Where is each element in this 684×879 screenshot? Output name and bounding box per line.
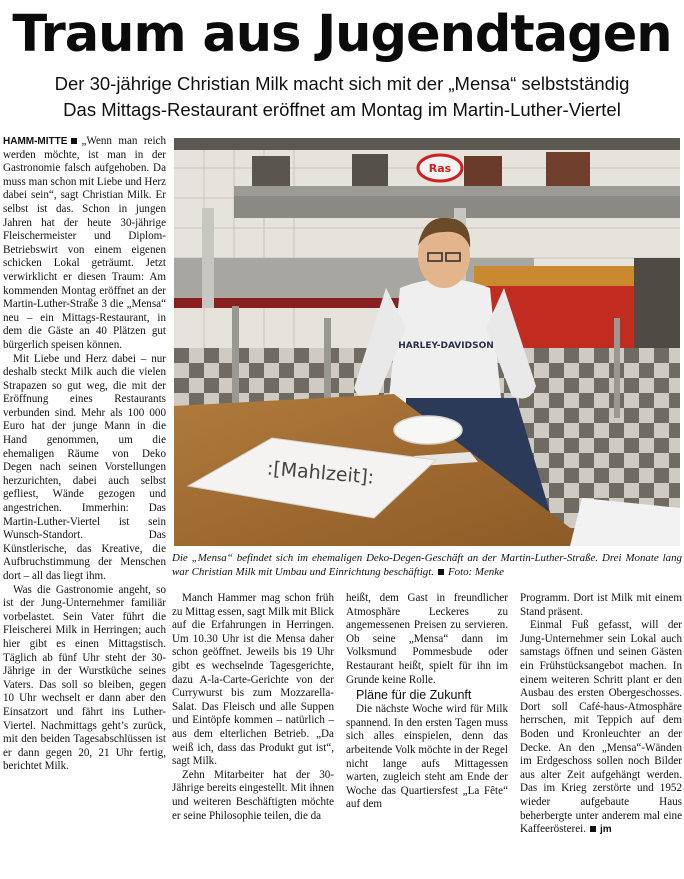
subheadline-2: Das Mittags-Restaurant eröffnet am Montag im Martin-Luther-Viertel [63,99,621,120]
article-column-4 [520,592,682,837]
paragraph: Mit Liebe und Herz dabei – nur deshalb steckt Milk auch die vielen Strapazen so gut weg, die mit der Eröffnung eines Restaurants verbunden sind. Mehr als 100 000 Euro hat der junge Mann in die Hand genommen, um die ehemaligen Räume von Deko Degen nach seinen Vorstellungen herzurichten, dabei auch selbst gefliest, Wände gezogen und angestrichen. Immerhin: Das Martin-Luther-Viertel ist sein Wunsch-Standort. Das Künstlerische, das Kreative, die Aufbruchstimmung der Menschen dort – all das liegt ihm. [3,352,166,582]
article-column-2 [172,592,334,823]
subheadline-1: Der 30-jährige Christian Milk macht sich mit der „Mensa“ selbstständig [54,73,630,94]
square-bullet-icon [590,826,596,832]
article-column-1 [3,135,166,774]
square-bullet-icon [438,569,444,575]
article-photo [174,138,680,546]
dateline: HAMM-MITTE [3,136,68,147]
paragraph: Programm. Dort ist Milk mit einem Stand präsent. [520,592,682,618]
photo-caption: Die „Mensa“ befindet sich im ehemaligen Deko-Degen-Geschäft an der Martin-Luther-Straße. Drei Monate lang war Christian Milk mit Umbau und Einrichtung beschäftigt. Foto: Menke [172,552,682,578]
author-signature: jm [600,824,612,836]
square-bullet-icon [71,138,77,144]
article-column-3 [346,592,508,812]
paragraph: heißt, dem Gast in freundlicher Atmosphäre Leckeres zu angemessenen Preisen zu servieren. Ob seine „Mensa“ dann im Volksmund Pommesbude oder Restaurant heißt, spielt für ihn im Grunde keine Rolle. [346,592,508,686]
paragraph: Die nächste Woche wird für Milk spannend. In den ersten Tagen muss sich alles einspielen, denn das arbeitende Volk möchte in der Regel nicht lange aufs Mittagessen warten, zugleich steht am Ende der Woche das Quartiersfest „La Fête“ auf dem [346,703,508,811]
paragraph: HAMM-MITTE „Wenn man reich werden möchte, ist man in der Gastronomie falsch aufgehoben. Da muss man schon mit Liebe und Herz dabei sein“, sagt Christian Milk. Er selbst ist das. Schon in jungen Jahren hat der heute 30-jährige Fleischermeister und Diplom-Betriebswirt von einem eigenen schicken Lokal geträumt. Jetzt verwirklicht er diesen Traum: Am kommenden Montag eröffnet an der Martin-Luther-Straße 3 die „Mensa“ neu – ein Mittags-Restaurant, in dem die Gäste an 40 Plätzen gut bürgerlich speisen können. [3,135,166,351]
paragraph: Was die Gastronomie angeht, so ist der Jung-Unternehmer familiär vorbelastet. Sein Vater führt die Fleischerei Milk in Herringen; auch hier gibt es einen Mittagstisch. Täglich ab fünf Uhr steht der 30-Jährige in der Wurstküche seines Vaters. Das soll so bleiben, gegen 10 Uhr wechselt er dann aber den Einsatzort und fährt ins Luther-Viertel. Nachmittags geht’s zurück, mit den beiden Tagesabschlüssen ist er dann gegen 20, 21 Uhr fertig, berichtet Milk. [3,583,166,773]
shirt-print: HARLEY-DAVIDSON [398,341,494,351]
ras-logo: Ras [428,162,452,175]
photo-credit: Foto: Menke [447,566,504,578]
mahlzeit-sign: :[Mahlzeit]: [266,457,375,489]
paragraph: Zehn Mitarbeiter hat der 30-Jährige bereits eingestellt. Mit ihnen und weiteren Beschäftigten möchte er seine Philosophie teilen, die da [172,768,334,822]
paragraph: Manch Hammer mag schon früh zu Mittag essen, sagt Milk mit Blick auf die Erfahrungen in Herringen. Um 10.30 Uhr ist die Mensa daher schon geöffnet. Jeweils bis 19 Uhr gibt es wechselnde Tagesgerichte, dazu A-la-Carte-Gerichte von der Currywurst bis zum Mozzarella-Salat. Das Fleisch und alle Suppen und Eintöpfe kommen – natürlich – aus dem elterlichen Betrieb. „Da weiß ich, dass das Produkt gut ist“, sagt Milk. [172,592,334,768]
paragraph: Einmal Fuß gefasst, will der Jung-Unternehmer sein Lokal auch samstags öffnen und seinen Gästen ein Frühstücksangebot machen. In einem weiteren Schritt plant er den Ausbau des ersten Obergeschosses. Dort soll Café-haus-Atmosphäre herrschen, mit Teppich auf dem Boden und Kronleuchter an der Decke. An den „Mensa“-Wänden im Erdgeschoss sollen noch Bilder aus alter Zeit aufgehängt werden. Das im Krieg zerstörte und 1952 wieder aufgebaute Haus beherbergte unter anderem mal eine Kaffeerösterei. jm [520,619,682,836]
section-subheading: Pläne für die Zukunft [356,688,472,703]
headline: Traum aus Jugendtagen [12,5,672,64]
